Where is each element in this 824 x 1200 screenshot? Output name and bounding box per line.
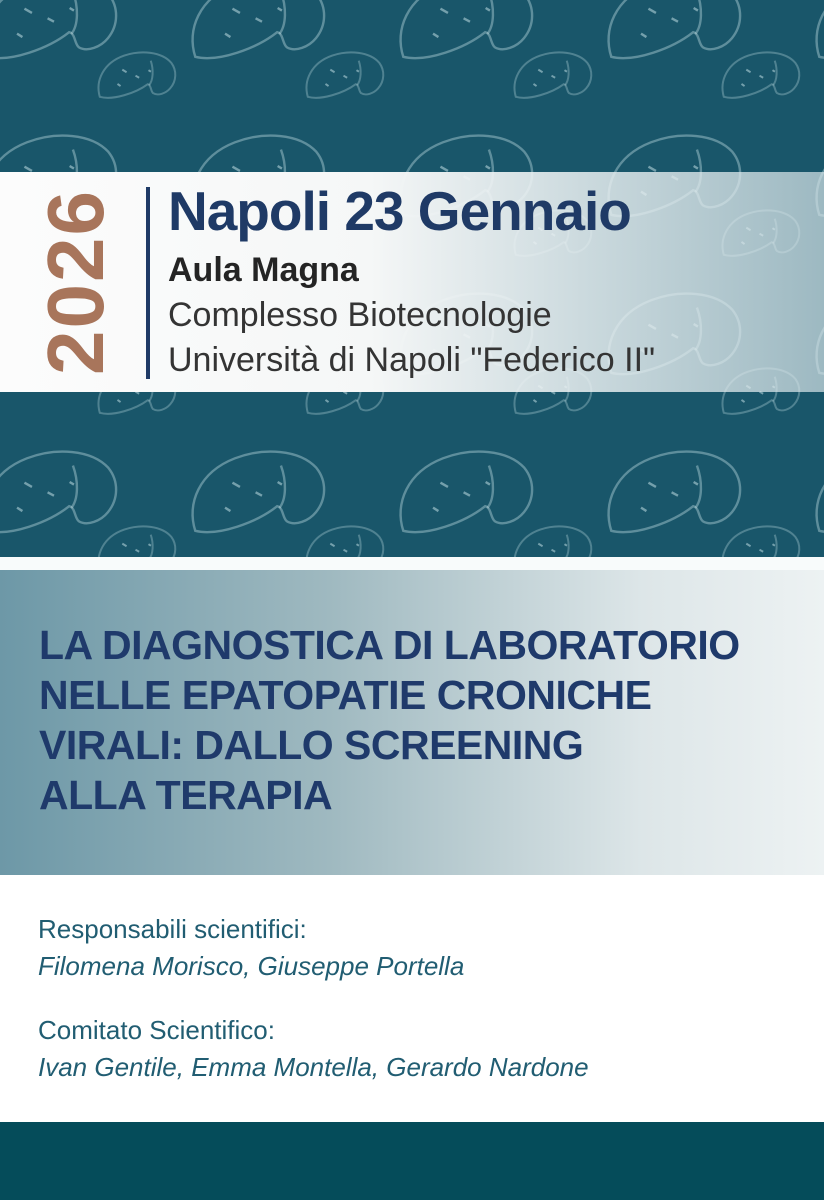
responsabili-names: Filomena Morisco, Giuseppe Portella — [38, 951, 465, 981]
event-info-band — [0, 172, 824, 392]
footer-band — [0, 1122, 824, 1200]
comitato-names: Ivan Gentile, Emma Montella, Gerardo Nardone — [38, 1052, 589, 1082]
group-gap — [38, 985, 824, 1012]
vertical-divider — [146, 187, 150, 379]
header-background — [0, 0, 824, 557]
event-city-date: Napoli 23 Gennaio — [168, 180, 631, 242]
comitato-label: Comitato Scientifico: — [38, 1015, 275, 1045]
event-venue: Aula Magna — [168, 251, 359, 289]
year-label-container — [31, 184, 120, 380]
committees-section — [0, 875, 824, 1122]
event-university: Università di Napoli "Federico II" — [168, 341, 656, 379]
conference-title — [39, 620, 740, 820]
event-building: Complesso Biotecnologie — [168, 296, 552, 334]
event-details — [168, 180, 655, 383]
title-line-3: VIRALI: DALLO SCREENING — [39, 722, 584, 768]
year-label: 2026 — [31, 189, 120, 375]
separator-strip — [0, 557, 824, 570]
title-line-2: NELLE EPATOPATIE CRONICHE — [39, 672, 652, 718]
responsabili-label: Responsabili scientifici: — [38, 914, 307, 944]
title-band — [0, 570, 824, 875]
title-line-4: ALLA TERAPIA — [39, 772, 333, 818]
title-line-1: LA DIAGNOSTICA DI LABORATORIO — [39, 622, 740, 668]
